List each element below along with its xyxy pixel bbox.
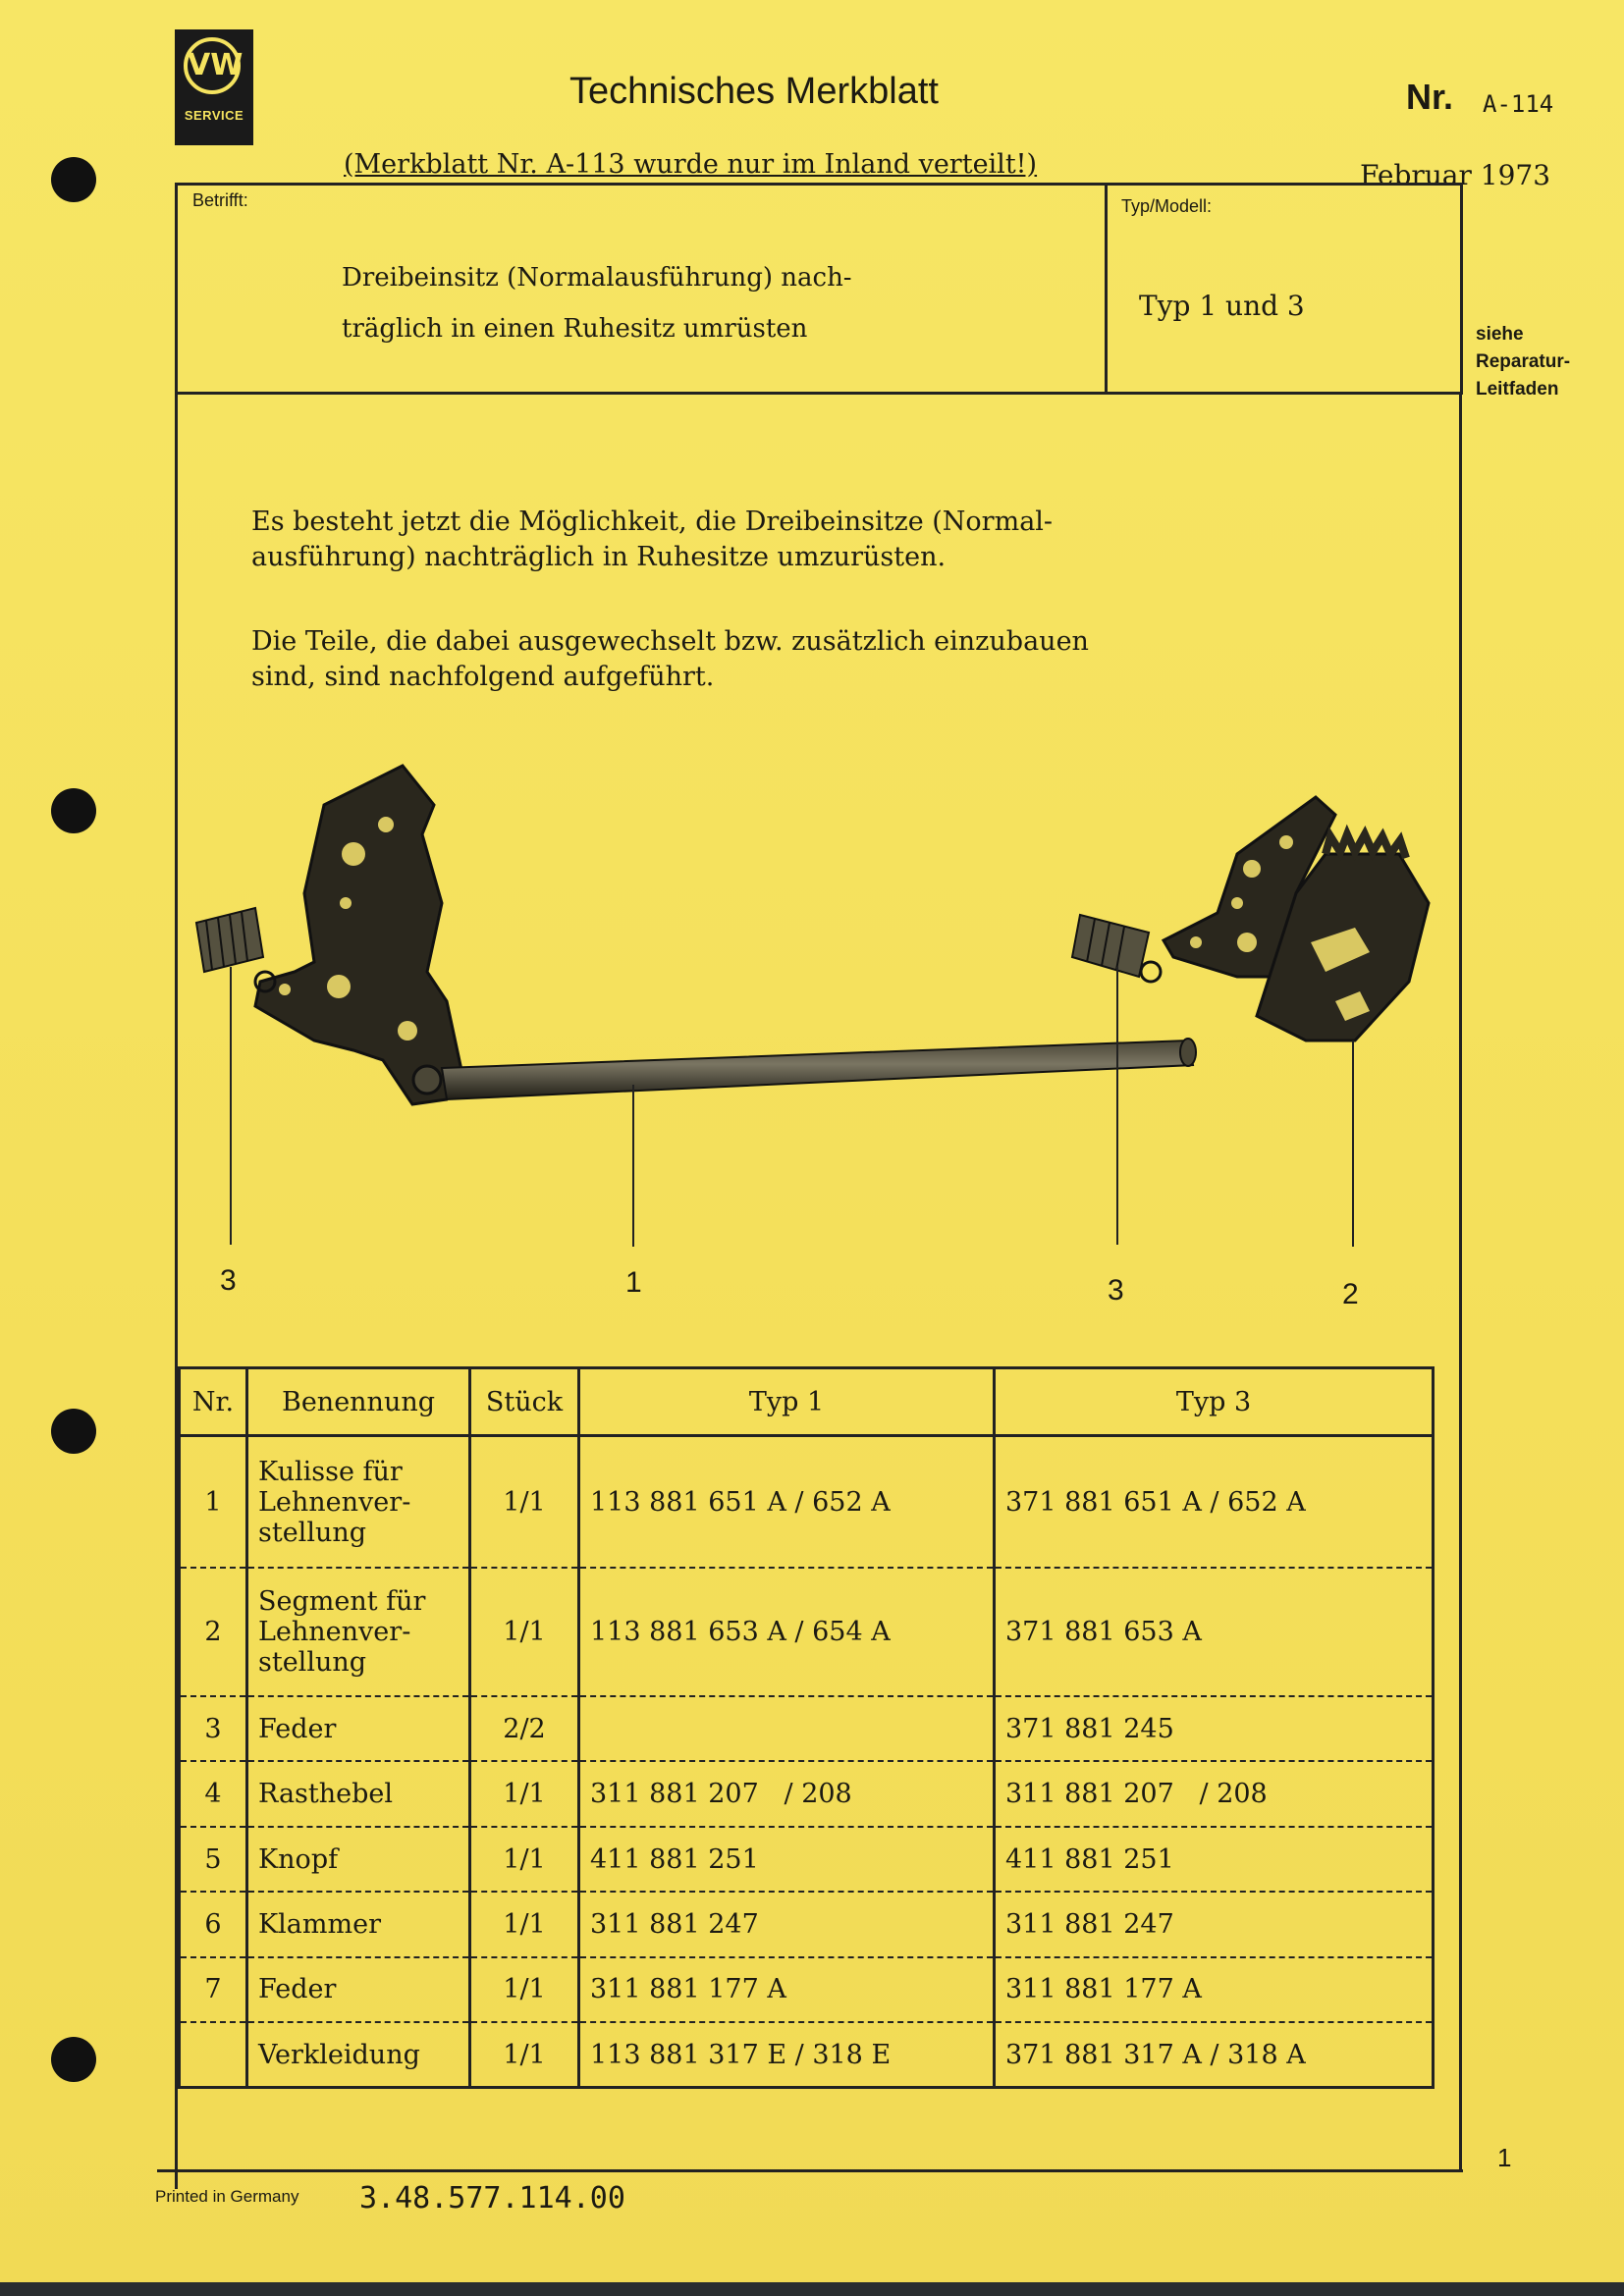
nr-label: Nr. [1406, 77, 1454, 117]
table-row [180, 1957, 1434, 2022]
cell-name-line: Klammer [258, 1908, 381, 1940]
table-row [180, 1892, 1434, 1956]
typ-modell-label: Typ/Modell: [1121, 196, 1213, 216]
typ-model-value: Typ 1 und 3 [1139, 290, 1305, 322]
cell-name-line: Feder [258, 1713, 337, 1744]
table-row [180, 1568, 1434, 1696]
betrifft-label: Betrifft: [192, 190, 248, 210]
cell-typ3: 371 881 317 A / 318 A [995, 2022, 1434, 2087]
cell-name [247, 1761, 470, 1826]
table-header-row [180, 1368, 1434, 1436]
cell-qty: 1/1 [470, 1761, 579, 1826]
cell-qty: 1/1 [470, 1827, 579, 1892]
cell-nr [180, 2022, 247, 2087]
cell-typ1: 311 881 177 A [579, 1957, 995, 2022]
cell-qty: 1/1 [470, 1957, 579, 2022]
cell-name [247, 1696, 470, 1761]
punch-hole [51, 788, 96, 833]
cell-typ3: 371 881 245 [995, 1696, 1434, 1761]
seat-mechanism-figure [177, 746, 1453, 1256]
parts-table [178, 1366, 1435, 2089]
cell-name-line: Lehnenver- [258, 1617, 411, 1648]
cell-typ3: 311 881 247 [995, 1892, 1434, 1956]
paragraph-2 [251, 624, 1089, 695]
vw-logo-icon: VW [184, 37, 241, 94]
side-note-line: siehe [1476, 324, 1524, 345]
frame-bottom-line [157, 2169, 1463, 2172]
col-header-typ3: Typ 3 [995, 1368, 1434, 1436]
cell-typ3: 311 881 207 / 208 [995, 1761, 1434, 1826]
cell-name [247, 2022, 470, 2087]
cell-name [247, 1436, 470, 1569]
col-header-typ1: Typ 1 [579, 1368, 995, 1436]
cell-name-line: Feder [258, 1974, 337, 2005]
cell-typ1: 113 881 651 A / 652 A [579, 1436, 995, 1569]
document-title: Technisches Merkblatt [569, 71, 939, 112]
tube-part [442, 1039, 1196, 1099]
punch-hole [51, 157, 96, 202]
col-header-nr: Nr. [180, 1368, 247, 1436]
segment-part [1164, 797, 1429, 1041]
side-note [1476, 321, 1570, 403]
kulisse-part [255, 766, 461, 1104]
cell-name-line: Lehnenver- [258, 1486, 411, 1518]
table-row [180, 1761, 1434, 1826]
paragraph-line: Die Teile, die dabei ausgewechselt bzw. zusätzlich einzubauen [251, 626, 1089, 657]
logo-text: SERVICE [184, 108, 244, 123]
nr-value: A-114 [1483, 90, 1554, 118]
col-header-stueck: Stück [470, 1368, 579, 1436]
paragraph-line: Es besteht jetzt die Möglichkeit, die Dreibeinsitze (Normal- [251, 507, 1054, 537]
cell-name [247, 1568, 470, 1696]
distribution-note: (Merkblatt Nr. A-113 wurde nur im Inland verteilt!) [344, 149, 1038, 180]
callout-label: 2 [1342, 1278, 1359, 1310]
paragraph-line: sind, sind nachfolgend aufgeführt. [251, 662, 715, 692]
cell-nr: 2 [180, 1568, 247, 1696]
cell-name-line: stellung [258, 1517, 367, 1548]
cell-qty: 2/2 [470, 1696, 579, 1761]
punch-hole [51, 2037, 96, 2082]
subject-line-2: träglich in einen Ruhesitz umrüsten [342, 314, 808, 344]
issue-date: Februar 1973 [1360, 159, 1551, 191]
cell-typ1: 411 881 251 [579, 1827, 995, 1892]
subject-box-divider [1105, 183, 1108, 395]
cell-qty: 1/1 [470, 2022, 579, 2087]
punch-hole [51, 1409, 96, 1454]
cell-qty: 1/1 [470, 1892, 579, 1956]
cell-nr: 4 [180, 1761, 247, 1826]
cell-nr: 1 [180, 1436, 247, 1569]
cell-typ3: 311 881 177 A [995, 1957, 1434, 2022]
col-header-benennung: Benennung [247, 1368, 470, 1436]
page-number: 1 [1497, 2143, 1512, 2172]
subject-line-1: Dreibeinsitz (Normalausführung) nach- [342, 263, 852, 293]
cell-typ3: 371 881 651 A / 652 A [995, 1436, 1434, 1569]
printed-in-germany: Printed in Germany [155, 2187, 299, 2206]
spring-part [196, 908, 275, 991]
callout-label: 3 [1108, 1274, 1124, 1307]
cell-name [247, 1827, 470, 1892]
cell-typ1: 113 881 653 A / 654 A [579, 1568, 995, 1696]
cell-typ1: 113 881 317 E / 318 E [579, 2022, 995, 2087]
cell-name-line: Knopf [258, 1843, 339, 1875]
cell-nr: 5 [180, 1827, 247, 1892]
cell-typ1 [579, 1696, 995, 1761]
side-note-line: Leitfaden [1476, 379, 1559, 400]
cell-name-line: Rasthebel [258, 1779, 394, 1810]
frame-right-line [1459, 393, 1462, 2169]
cell-name [247, 1957, 470, 2022]
cell-nr: 3 [180, 1696, 247, 1761]
cell-nr: 6 [180, 1892, 247, 1956]
cell-qty: 1/1 [470, 1436, 579, 1569]
print-code: 3.48.577.114.00 [359, 2181, 625, 2216]
table-row [180, 1436, 1434, 1569]
cell-typ3: 371 881 653 A [995, 1568, 1434, 1696]
table-row [180, 1827, 1434, 1892]
paragraph-line: ausführung) nachträglich in Ruhesitze umzurüsten. [251, 542, 947, 572]
cell-nr: 7 [180, 1957, 247, 2022]
cell-typ1: 311 881 247 [579, 1892, 995, 1956]
table-row [180, 2022, 1434, 2087]
cell-typ1: 311 881 207 / 208 [579, 1761, 995, 1826]
cell-name [247, 1892, 470, 1956]
table-row [180, 1696, 1434, 1761]
callout-label: 3 [220, 1264, 237, 1297]
cell-typ3: 411 881 251 [995, 1827, 1434, 1892]
callout-label: 1 [625, 1266, 642, 1299]
scan-edge [0, 2282, 1624, 2296]
cell-name-line: Segment für [258, 1586, 426, 1618]
cell-qty: 1/1 [470, 1568, 579, 1696]
vw-service-logo [175, 29, 253, 145]
cell-name-line: Kulisse für [258, 1456, 403, 1487]
paragraph-1 [251, 505, 1053, 575]
side-note-line: Reparatur- [1476, 351, 1571, 372]
cell-name-line: Verkleidung [258, 2039, 420, 2070]
cell-name-line: stellung [258, 1647, 367, 1679]
